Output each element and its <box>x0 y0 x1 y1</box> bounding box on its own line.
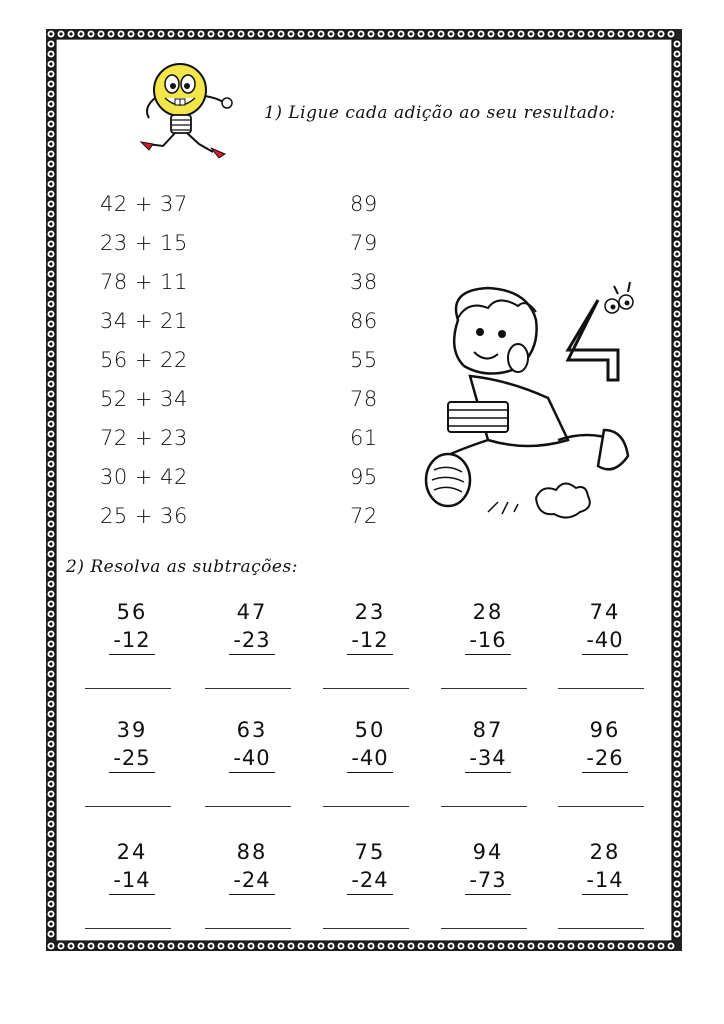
addition-expression: 72 + 23 <box>100 426 188 450</box>
subtrahend: -14 <box>109 866 154 895</box>
subtrahend: -73 <box>465 866 510 895</box>
exercise-2-heading: 2) Resolva as subtrações: <box>66 557 298 577</box>
answer-line[interactable] <box>441 806 527 807</box>
answer-line[interactable] <box>205 806 291 807</box>
subtrahend: -34 <box>465 744 510 773</box>
minuend: 74 <box>589 600 621 624</box>
subtrahend: -12 <box>347 626 392 655</box>
subtrahend: -24 <box>347 866 392 895</box>
answer-line[interactable] <box>85 928 171 929</box>
answer-line[interactable] <box>205 928 291 929</box>
subtrahend: -14 <box>582 866 627 895</box>
lightbulb-mascot-illustration <box>135 58 245 162</box>
addition-expression: 42 + 37 <box>100 192 188 216</box>
minuend: 96 <box>589 718 621 742</box>
answer-line[interactable] <box>441 928 527 929</box>
minuend: 28 <box>472 600 504 624</box>
addition-expression: 23 + 15 <box>100 231 188 255</box>
subtrahend: -40 <box>347 744 392 773</box>
answer-line[interactable] <box>85 806 171 807</box>
minuend: 24 <box>116 840 148 864</box>
answer-line[interactable] <box>323 688 409 689</box>
answer-line[interactable] <box>205 688 291 689</box>
minuend: 50 <box>354 718 386 742</box>
minuend: 63 <box>236 718 268 742</box>
subtrahend: -25 <box>109 744 154 773</box>
addition-result: 72 <box>350 504 378 528</box>
addition-result: 86 <box>350 309 378 333</box>
subtrahend: -23 <box>229 626 274 655</box>
minuend: 87 <box>472 718 504 742</box>
subtraction-problem <box>325 716 415 773</box>
addition-expression: 25 + 36 <box>100 504 188 528</box>
addition-result: 79 <box>350 231 378 255</box>
addition-expression: 56 + 22 <box>100 348 188 372</box>
running-boy-illustration <box>418 280 648 530</box>
answer-line[interactable] <box>323 806 409 807</box>
answer-line[interactable] <box>323 928 409 929</box>
minuend: 47 <box>236 600 268 624</box>
subtrahend: -24 <box>229 866 274 895</box>
subtraction-problem <box>325 838 415 895</box>
minuend: 56 <box>116 600 148 624</box>
addition-result: 61 <box>350 426 378 450</box>
minuend: 94 <box>472 840 504 864</box>
addition-expression: 34 + 21 <box>100 309 188 333</box>
answer-line[interactable] <box>441 688 527 689</box>
exercise-1-heading: 1) Ligue cada adição ao seu resultado: <box>264 103 616 123</box>
addition-expression: 78 + 11 <box>100 270 188 294</box>
minuend: 39 <box>116 718 148 742</box>
subtraction-problem <box>560 838 650 895</box>
addition-result: 38 <box>350 270 378 294</box>
minuend: 88 <box>236 840 268 864</box>
subtraction-problem <box>325 598 415 655</box>
addition-expression: 30 + 42 <box>100 465 188 489</box>
answer-line[interactable] <box>85 688 171 689</box>
subtraction-problem <box>87 598 177 655</box>
subtraction-problem <box>560 598 650 655</box>
subtraction-problem <box>560 716 650 773</box>
subtrahend: -12 <box>109 626 154 655</box>
subtrahend: -40 <box>229 744 274 773</box>
addition-expression: 52 + 34 <box>100 387 188 411</box>
minuend: 23 <box>354 600 386 624</box>
minuend: 75 <box>354 840 386 864</box>
answer-line[interactable] <box>558 688 644 689</box>
subtraction-problem <box>443 838 533 895</box>
subtrahend: -40 <box>582 626 627 655</box>
subtraction-problem <box>87 716 177 773</box>
subtrahend: -26 <box>582 744 627 773</box>
minuend: 28 <box>589 840 621 864</box>
subtraction-problem <box>443 598 533 655</box>
addition-result: 95 <box>350 465 378 489</box>
addition-result: 89 <box>350 192 378 216</box>
answer-line[interactable] <box>558 806 644 807</box>
addition-result: 78 <box>350 387 378 411</box>
subtraction-problem <box>87 838 177 895</box>
answer-line[interactable] <box>558 928 644 929</box>
subtraction-problem <box>207 838 297 895</box>
subtraction-problem <box>207 716 297 773</box>
subtraction-problem <box>207 598 297 655</box>
subtrahend: -16 <box>465 626 510 655</box>
addition-result: 55 <box>350 348 378 372</box>
subtraction-problem <box>443 716 533 773</box>
